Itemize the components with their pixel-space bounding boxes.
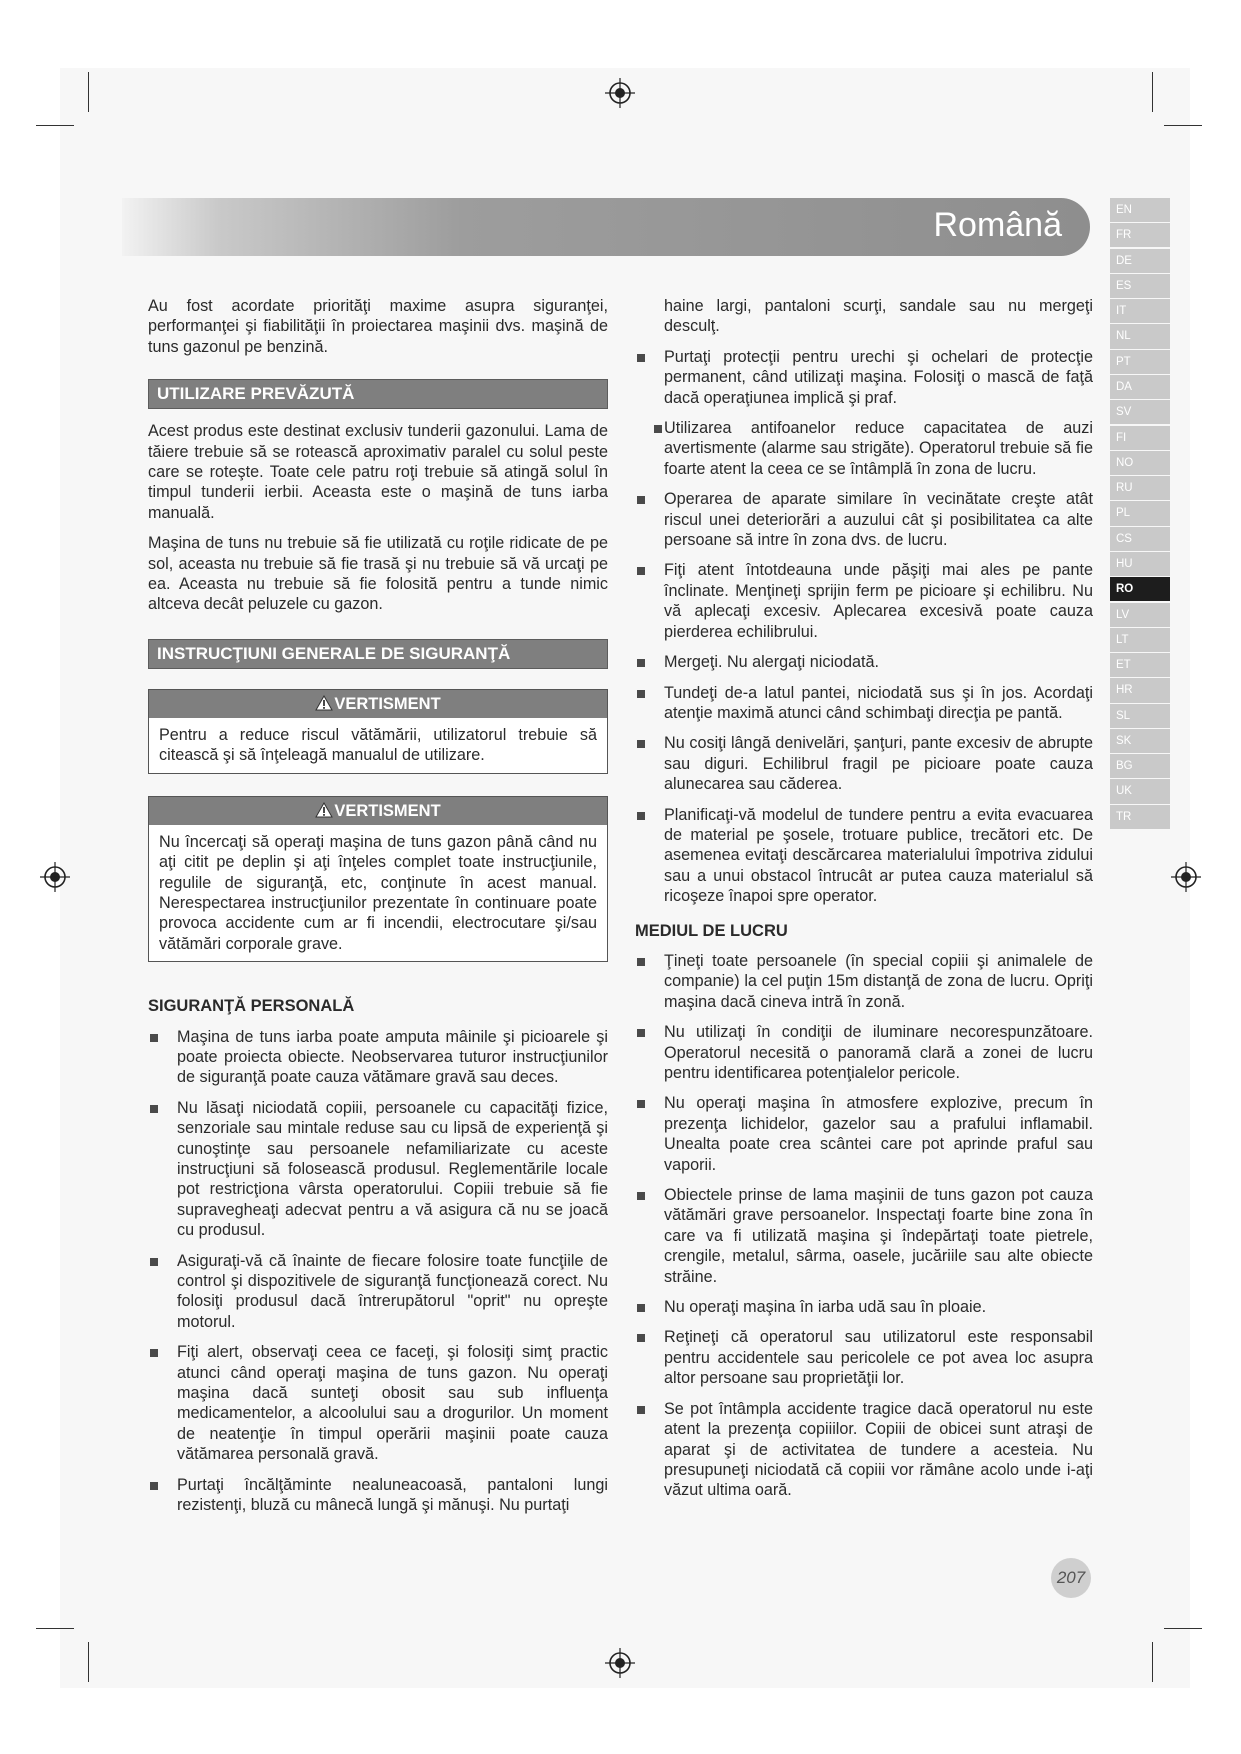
list-item: Nu lăsaţi niciodată copiii, persoanele cu capacităţi fizice, senzoriale sau mintale reduse sau cu lipsă de experienţă şi cunoştinţe sau persoanele nefamiliarizate cu aceste instrucţiuni să folosească produsul. Reglementările locale pot restricţiona vârsta operatorului. Copiii trebuie să fie supravegheaţi adecvat pentru a vă asigura că nu se joacă cu produsul. [148, 1098, 608, 1241]
language-tab-sv[interactable]: SV [1110, 400, 1170, 424]
crop-mark [36, 125, 74, 126]
language-tab-lv[interactable]: LV [1110, 603, 1170, 627]
crop-mark [1152, 72, 1153, 112]
language-tab-en[interactable]: EN [1110, 198, 1170, 222]
crop-mark [1164, 1628, 1202, 1629]
language-tab-ro[interactable]: RO [1110, 577, 1170, 601]
bullet-icon [637, 1334, 645, 1342]
bullet-icon [637, 1100, 645, 1108]
bullet-icon [150, 1034, 158, 1042]
language-tab-cs[interactable]: CS [1110, 527, 1170, 551]
work-area-heading: MEDIUL DE LUCRU [635, 921, 788, 940]
list-item: Fiţi atent întotdeauna unde păşiţi mai ales pe pante înclinate. Menţineţi sprijin ferm pe picioare şi echilibru. Nu vă aplecaţi excesiv. Aplecarea excesivă poate cauza pierderea echilibrului. [635, 560, 1093, 642]
language-tab-nl[interactable]: NL [1110, 324, 1170, 348]
list-item: Purtaţi încălţăminte nealuneacoasă, pantaloni lungi rezistenţi, bluză cu mânecă lungă şi mănuşi. Nu purtaţi [148, 1475, 608, 1516]
bullet-icon [637, 1029, 645, 1037]
crop-mark [88, 72, 89, 112]
warning-box [148, 689, 608, 774]
page-number: 207 [1051, 1558, 1091, 1598]
language-tab-ru[interactable]: RU [1110, 476, 1170, 500]
language-tab-sk[interactable]: SK [1110, 729, 1170, 753]
bullet-icon [150, 1482, 158, 1490]
list-item: Maşina de tuns iarba poate amputa mâinile şi picioarele şi poate proiecta obiecte. Neobservarea tuturor instrucţiunilor de siguranţă poate cauza vătămare gravă sau deces. [148, 1027, 608, 1088]
bullet-icon [637, 958, 645, 966]
language-header-bar [122, 198, 1090, 256]
right-column [635, 296, 1093, 1511]
language-tabs [1110, 198, 1170, 830]
registration-mark-icon [40, 862, 70, 892]
warning-box [148, 796, 608, 962]
warning-text: Pentru a reduce riscul vătămării, utilizatorul trebuie să citească şi să înţeleagă manualul de utilizare. [159, 725, 597, 765]
bullet-icon [654, 425, 662, 433]
language-tab-da[interactable]: DA [1110, 375, 1170, 399]
bullet-icon [637, 354, 645, 362]
warning-header [149, 690, 607, 718]
language-tab-sl[interactable]: SL [1110, 704, 1170, 728]
bullet-icon [637, 1406, 645, 1414]
language-tab-uk[interactable]: UK [1110, 779, 1170, 803]
bullet-icon [150, 1105, 158, 1113]
bullet-icon [637, 812, 645, 820]
crop-mark [88, 1642, 89, 1682]
registration-mark-icon [605, 78, 635, 108]
warning-title: VERTISMENT [334, 801, 441, 820]
language-tab-it[interactable]: IT [1110, 299, 1170, 323]
list-item: Operarea de aparate similare în vecinătate creşte atât riscul unei deteriorări a auzului cât şi posibilitatea ca alte persoane să intre în zona dvs. de lucru. [635, 489, 1093, 550]
bullet-icon [150, 1349, 158, 1357]
language-tab-bg[interactable]: BG [1110, 754, 1170, 778]
language-tab-es[interactable]: ES [1110, 274, 1170, 298]
bullet-icon [637, 1192, 645, 1200]
list-item: Fiţi alert, observaţi ceea ce faceţi, şi folosiţi simţ practic atunci când operaţi maşina de tuns gazon. Nu operaţi maşina dacă sunteţi obosit sau sub influenţa medicamentelor, a alcoolului sau a drogurilor. Un moment de neatenţie în timpul operării maşinii poate cauza vătămarea personală gravă. [148, 1342, 608, 1464]
list-item: Utilizarea antifoanelor reduce capacitatea de auzi avertismente (alarme sau strigăte). Operatorul trebuie să fie foarte atent la ceea ce se întâmplă în zona de lucru. [635, 418, 1093, 479]
list-item: Mergeţi. Nu alergaţi niciodată. [635, 652, 1093, 672]
bullet-icon [637, 740, 645, 748]
left-column [148, 296, 608, 1525]
language-tab-hu[interactable]: HU [1110, 552, 1170, 576]
language-tab-lt[interactable]: LT [1110, 628, 1170, 652]
bullet-icon [637, 1304, 645, 1312]
crop-mark [1152, 1642, 1153, 1682]
personal-safety-heading: SIGURANŢĂ PERSONALĂ [148, 997, 355, 1016]
bullet-icon [637, 690, 645, 698]
list-item: Reţineţi că operatorul sau utilizatorul este responsabil pentru accidentele sau pericolele ce pot avea loc asupra altor persoane sau proprietăţii lor. [635, 1327, 1093, 1388]
language-tab-no[interactable]: NO [1110, 451, 1170, 475]
list-item: Se pot întâmpla accidente tragice dacă operatorul nu este atent la prezenţa copiiilor. Copiii de obicei sunt atraşi de aparat şi de activitatea de tundere a acesteia. Nu presupuneţi niciodată că copiii vor rămâne acolo unde i-aţi văzut ultima oară. [635, 1399, 1093, 1501]
list-item: Obiectele prinse de lama maşinii de tuns gazon pot cauza vătămări grave persoanelor. Inspectaţi foarte bine zona în care va fi utilizată maşina şi îndepărtaţi toate pietrele, crengile, metalul, sârma, oasele, jucăriile sau alte obiecte străine. [635, 1185, 1093, 1287]
language-tab-hr[interactable]: HR [1110, 678, 1170, 702]
warning-triangle-icon [315, 695, 333, 711]
warning-title: VERTISMENT [334, 694, 441, 713]
language-title: Română [933, 206, 1062, 244]
list-item: Nu operaţi maşina în iarba udă sau în ploaie. [635, 1297, 1093, 1317]
intended-use-paragraph: Acest produs este destinat exclusiv tunderii gazonului. Lama de tăiere trebuie să se rotească aproximativ paralel cu solul peste care se roteşte. Toate cele patru roţi trebuie să atingă solul în timpul tunderii ierbii. Aceasta este o maşină de tuns iarba manuală. [148, 422, 608, 522]
intended-use-paragraph: Maşina de tuns nu trebuie să fie utilizată cu roţile ridicate de pe sol, aceasta nu trebuie să fie trasă şi nu trebuie să vă urcaţi pe ea. Aceasta nu trebuie să fie folosită pentru a tunde nimic altceva decât peluzele cu gazon. [148, 534, 608, 614]
bullet-icon [150, 1258, 158, 1266]
language-tab-fr[interactable]: FR [1110, 223, 1170, 247]
list-item: Nu utilizaţi în condiţii de iluminare necorespunzătoare. Operatorul necesită o panoramă clară a zonei de lucru pentru identificarea potenţialelor pericole. [635, 1022, 1093, 1083]
language-tab-pt[interactable]: PT [1110, 350, 1170, 374]
crop-mark [36, 1628, 74, 1629]
list-item: Purtaţi protecţii pentru urechi şi ochelari de protecţie permanent, când utilizaţi maşina. Folosiţi o mască de faţă dacă operaţiunea implică şi praf. [635, 347, 1093, 408]
bullet-icon [637, 567, 645, 575]
language-tab-de[interactable]: DE [1110, 249, 1170, 273]
language-tab-et[interactable]: ET [1110, 653, 1170, 677]
language-tab-pl[interactable]: PL [1110, 501, 1170, 525]
registration-mark-icon [605, 1648, 635, 1678]
section-heading-general-safety: INSTRUCŢIUNI GENERALE DE SIGURANŢĂ [148, 639, 608, 669]
bullet-icon [637, 659, 645, 667]
list-item: Tundeţi de-a latul pantei, niciodată sus şi în jos. Acordaţi atenţie maximă atunci când schimbaţi direcţia pe pantă. [635, 683, 1093, 724]
list-item: Nu cosiţi lângă denivelări, şanţuri, pante excesiv de abrupte sau diguri. Echilibrul fragil pe picioare poate cauza alunecarea sau căderea. [635, 733, 1093, 794]
list-item: Planificaţi-vă modelul de tundere pentru a evita evacuarea de material pe şosele, trotuare publice, trecători etc. De asemenea evitaţi descărcarea materialului împotriva zidului sau a unui obstacol întrucât ar putea cauza materialul să ricoşeze înapoi spre operator. [635, 805, 1093, 907]
continuation-paragraph: haine largi, pantaloni scurţi, sandale sau nu mergeţi desculţ. [664, 297, 1093, 336]
language-tab-fi[interactable]: FI [1110, 426, 1170, 450]
warning-triangle-icon [315, 802, 333, 818]
section-heading-intended-use: UTILIZARE PREVĂZUTĂ [148, 379, 608, 409]
bullet-icon [637, 496, 645, 504]
list-item: Nu operaţi maşina în atmosfere explozive, precum în prezenţa lichidelor, gazelor sau a prafului inflamabil. Unealta poate crea scântei care pot aprinde praful sau vaporii. [635, 1093, 1093, 1175]
intro-paragraph: Au fost acordate priorităţi maxime asupra siguranţei, performanţei şi fiabilităţii în proiectarea maşinii dvs. maşină de tuns gazonul pe benzină. [148, 297, 608, 356]
crop-mark [1164, 125, 1202, 126]
registration-mark-icon [1171, 862, 1201, 892]
list-item: Asiguraţi-vă că înainte de fiecare folosire toate funcţiile de control şi dispozitivele de siguranţă funcţionează corect. Nu folosiţi produsul dacă întrerupătorul "oprit" nu opreşte motorul. [148, 1251, 608, 1333]
language-tab-tr[interactable]: TR [1110, 805, 1170, 829]
list-item: Ţineţi toate persoanele (în special copiii şi animalele de companie) la cel puţin 15m distanţă de zona de lucru. Opriţi maşina dacă cineva intră în zonă. [635, 951, 1093, 1012]
warning-text: Nu încercaţi să operaţi maşina de tuns gazon până când nu aţi citit pe deplin şi aţi înţeles complet toate instrucţiunile, regulile de siguranţă, etc, conţinute în acest manual. Nerespectarea instrucţiunilor prezentate în continuare poate provoca accidente cum ar fi incendii, electrocutare şi/sau vătămări corporale grave. [159, 832, 597, 953]
warning-header [149, 797, 607, 825]
